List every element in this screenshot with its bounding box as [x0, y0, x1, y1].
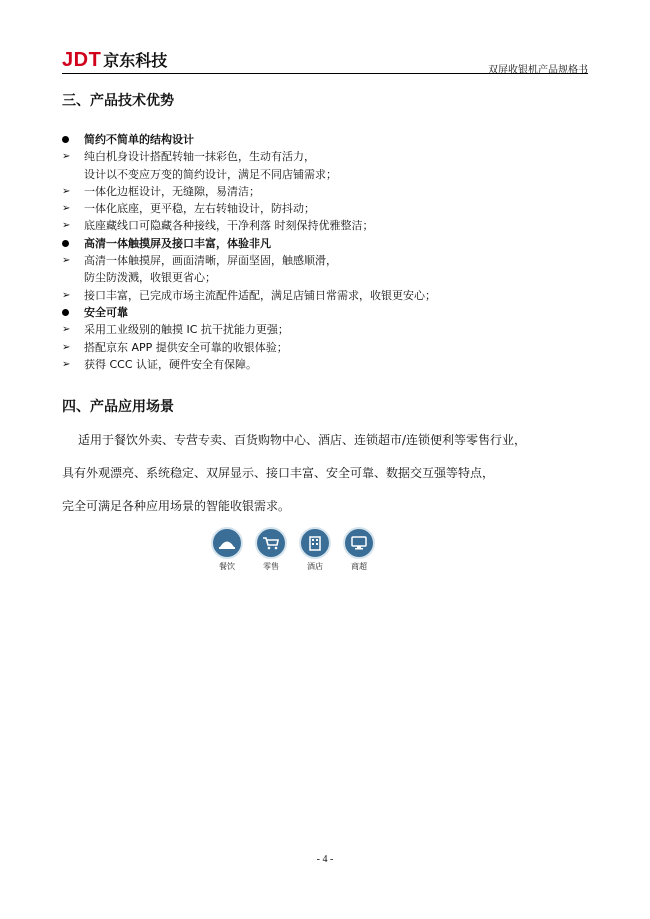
- list-item-text: 高清一体触摸屏，画面清晰，屏面坚固，触感顺滑，: [84, 254, 337, 268]
- tech-advantages-list: [62, 131, 592, 373]
- page-number: - 4 -: [316, 854, 334, 865]
- list-item-text: 防尘防泼溅，收银更省心；: [84, 271, 216, 285]
- list-item-text: 简约不简单的结构设计: [84, 133, 194, 146]
- list-item: [62, 339, 592, 356]
- list-item-text: 设计以不变应万变的简约设计，满足不同店铺需求；: [84, 167, 337, 181]
- list-item-text: 安全可靠: [84, 305, 128, 319]
- list-item-text: 搭配京东 APP 提供安全可靠的收银体验；: [84, 340, 288, 354]
- supermarket-icon: [343, 527, 375, 559]
- list-heading: [62, 131, 592, 148]
- bullet-marker: [62, 304, 76, 321]
- list-heading: [62, 304, 592, 321]
- bullet-icon: [62, 309, 69, 316]
- hotel-icon: [299, 527, 331, 559]
- application-paragraph-line-2: 具有外观漂亮、系统稳定、双屏显示、接口丰富、安全可靠、数据交互强等特点，: [62, 466, 495, 480]
- scenario-label: 酒店: [307, 562, 323, 571]
- arrow-bullet-icon: ➢: [62, 289, 71, 301]
- section-4-title: 四、产品应用场景: [62, 399, 174, 415]
- list-item-text: 获得 CCC 认证，硬件安全有保障。: [84, 357, 258, 371]
- arrow-bullet-icon: ➢: [62, 341, 71, 353]
- arrow-bullet-icon: ➢: [62, 358, 71, 370]
- scenario-dining: [205, 527, 249, 572]
- scenario-retail: [249, 527, 293, 572]
- bullet-icon: [62, 240, 69, 247]
- arrow-bullet-icon: ➢: [62, 185, 71, 197]
- scenario-label: 商超: [351, 562, 367, 571]
- list-item: [62, 252, 592, 269]
- scenario-label: 零售: [263, 562, 279, 571]
- arrow-bullet-icon: ➢: [62, 203, 71, 215]
- scenario-hotel: [293, 527, 337, 572]
- list-item-text: 高清一体触摸屏及接口丰富，体验非凡: [84, 236, 271, 250]
- application-paragraph-line-1: 适用于餐饮外卖、专营专卖、百货购物中心、酒店、连锁超市/连锁便利等零售行业，: [78, 433, 527, 447]
- list-item-text: 接口丰富，已完成市场主流配件适配，满足店铺日常需求，收银更安心；: [84, 288, 436, 302]
- document-title: 双屏收银机产品规格书: [488, 65, 588, 76]
- list-item-text: 纯白机身设计搭配转轴一抹彩色，生动有活力，: [84, 150, 315, 164]
- list-item: [62, 217, 592, 234]
- company-logo: [62, 48, 167, 72]
- list-item: [62, 321, 592, 338]
- list-heading: [62, 235, 592, 252]
- dining-icon: [211, 527, 243, 559]
- header-divider: [62, 73, 588, 74]
- bullet-icon: [62, 136, 69, 143]
- logo-chinese: 京东科技: [103, 51, 168, 70]
- list-item: [62, 269, 592, 286]
- list-item: [62, 183, 592, 200]
- arrow-bullet-icon: ➢: [62, 220, 71, 232]
- bullet-marker: [62, 235, 76, 252]
- list-item: [62, 166, 592, 183]
- scenario-supermarket: [337, 527, 381, 572]
- arrow-bullet-icon: ➢: [62, 324, 71, 336]
- bullet-marker: [62, 131, 76, 148]
- retail-icon: [255, 527, 287, 559]
- scenario-label: 餐饮: [219, 562, 235, 571]
- list-item: [62, 200, 592, 217]
- list-item: [62, 287, 592, 304]
- list-item-text: 采用工业级别的触摸 IC 抗干扰能力更强；: [84, 323, 289, 337]
- list-item-text: 一体化底座，更平稳，左右转轴设计，防抖动；: [84, 202, 315, 216]
- list-item: [62, 356, 592, 373]
- arrow-bullet-icon: ➢: [62, 151, 71, 163]
- application-scenario-icons: [205, 527, 381, 572]
- application-paragraph-line-3: 完全可满足各种应用场景的智能收银需求。: [62, 499, 291, 513]
- list-item-text: 一体化边框设计，无缝隙，易清洁；: [84, 184, 260, 198]
- list-item: [62, 148, 592, 165]
- logo-latin: JDT: [62, 49, 102, 71]
- arrow-bullet-icon: ➢: [62, 255, 71, 267]
- list-item-text: 底座藏线口可隐藏各种接线，干净利落 时刻保持优雅整洁；: [84, 219, 374, 233]
- section-3-title: 三、产品技术优势: [62, 93, 174, 109]
